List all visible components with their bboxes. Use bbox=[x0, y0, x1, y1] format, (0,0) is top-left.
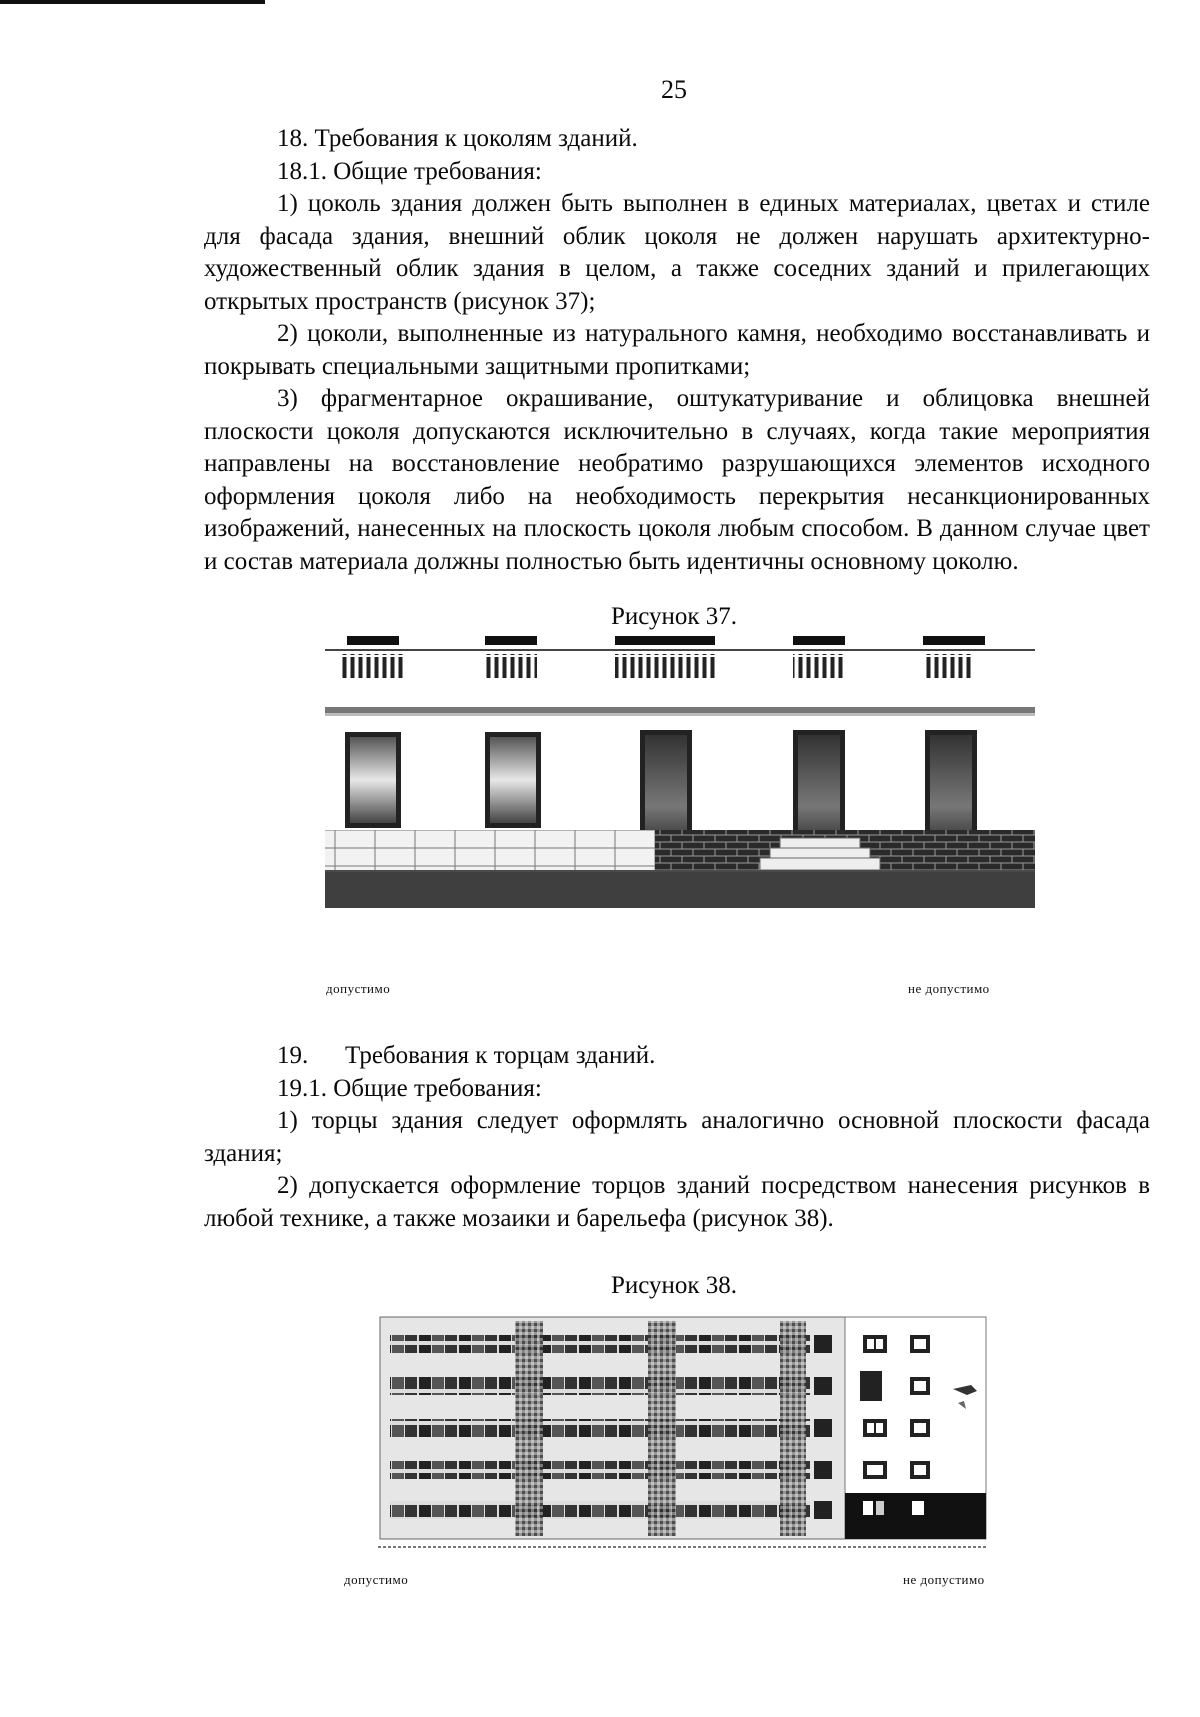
section-19 bbox=[204, 1040, 1150, 1235]
section-19-number: 19. bbox=[277, 1042, 309, 1069]
figure-38-label-allowed: допустимо bbox=[344, 1572, 409, 1587]
figure-38-caption: Рисунок 38. bbox=[610, 1272, 738, 1299]
section-19-heading bbox=[204, 1040, 1150, 1073]
list-item: 2) допускается оформление торцов зданий посредством нанесения рисунков в любой технике, а также мозаики и барельефа (рисунок 38). bbox=[204, 1172, 1150, 1232]
section-18 bbox=[204, 123, 1150, 578]
figure-37-label-not-allowed: не допустимо bbox=[908, 981, 990, 996]
section-18-heading: 18. Требования к цоколям зданий. bbox=[277, 125, 638, 152]
section-19-1-heading: 19.1. Общие требования: bbox=[277, 1074, 542, 1102]
top-rule bbox=[0, 0, 265, 4]
figure-37-label-allowed: допустимо bbox=[326, 981, 391, 996]
figure-37-image bbox=[325, 632, 1035, 912]
page-number: 25 bbox=[661, 75, 687, 104]
section-19-title: Требования к торцам зданий. bbox=[345, 1042, 656, 1069]
list-item: 1) торцы здания следует оформлять аналогично основной плоскости фасада здания; bbox=[204, 1107, 1150, 1167]
figure-38-image bbox=[378, 1311, 988, 1556]
plinth-allowed bbox=[325, 830, 655, 870]
list-item: 1) цоколь здания должен быть выполнен в единых материалах, цветах и стиле для фасада здания, внешний облик цоколя не должен нарушать архитектурно-художественный облик здания в целом, а также соседних зданий и прилегающих открытых пространств (рисунок 37); bbox=[204, 190, 1150, 315]
list-item: 3) фрагментарное окрашивание, оштукатуривание и облицовка внешней плоскости цоколя допускаются исключительно в случаях, когда такие мероприятия направлены на восстановление необратимо разрушающихся элементов исходного оформления цоколя либо на необходимость перекрытия несанкционированных изображений, нанесенных на плоскость цоколя любым способом. В данном случае цвет и состав материала должны полностью быть идентичны основному цоколю. bbox=[204, 385, 1150, 575]
section-18-1-heading: 18.1. Общие требования: bbox=[277, 157, 542, 185]
figure-37-caption: Рисунок 37. bbox=[610, 603, 738, 630]
figure-38-label-not-allowed: не допустимо bbox=[903, 1572, 985, 1587]
list-item: 2) цоколи, выполненные из натурального камня, необходимо восстанавливать и покрывать специальными защитными пропитками; bbox=[204, 320, 1150, 380]
